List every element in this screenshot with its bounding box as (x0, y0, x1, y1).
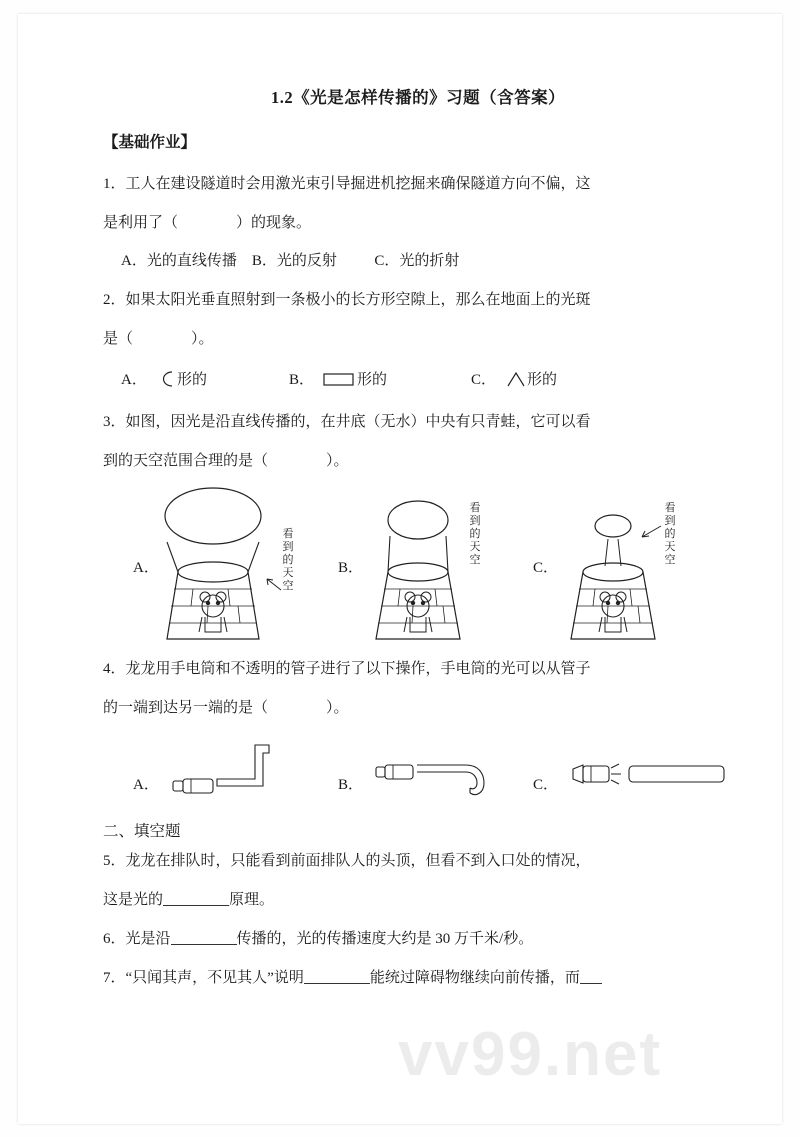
question-2-option-c-label: C． (471, 372, 497, 388)
flashlight-bent-tube-icon (169, 739, 319, 809)
rectangle-shape-icon (323, 372, 355, 388)
question-3-figure-option-a (133, 484, 323, 649)
question-2-option-b-label: B． (289, 372, 315, 388)
question-3-figure-option-b (338, 484, 528, 649)
question-3-figure-option-c (533, 484, 723, 649)
question-2-text: 如果太阳光垂直照射到一条极小的长方形空隙上，那么在地面上的光斑 (125, 292, 591, 308)
flashlight-curved-tube-icon (374, 739, 524, 809)
question-1-line1 (103, 168, 733, 201)
document-content (103, 84, 733, 1001)
question-1-line2 (103, 207, 733, 240)
question-2-option-a-label: A． (121, 372, 147, 388)
triangle-shape-icon (505, 370, 527, 388)
question-2-option-a-suffix: 形的 (177, 372, 208, 388)
question-4-figure-label-a: A． (133, 777, 159, 793)
question-4-figure-option-a (133, 739, 313, 809)
page-title: 1.2《光是怎样传播的》习题（含答案） (270, 88, 566, 107)
question-6-number: 6． (103, 931, 126, 947)
question-3-figure-label-b: B． (338, 560, 364, 576)
question-3-caption-b: 看到的天空 (469, 502, 481, 566)
question-2-options (121, 362, 733, 398)
question-6-text-mid: 传播的，光的传播速度大约是 30 万千米/秒。 (236, 931, 534, 947)
question-6-blank (171, 929, 237, 945)
question-2-line2-post: ）。 (191, 331, 214, 347)
question-5-line2 (103, 884, 733, 917)
pointer-arrow-icon (637, 522, 663, 542)
flashlight-straight-tube-icon (569, 739, 739, 809)
question-1-line2-pre: 是利用了（ (103, 215, 179, 231)
question-1-options: A．光的直线传播 B．光的反射 C．光的折射 (121, 253, 460, 269)
well-diagram-small-sky (533, 484, 723, 649)
question-1-number: 1． (103, 176, 126, 192)
question-4-figure-label-c: C． (533, 777, 559, 793)
question-2-line2-pre: 是（ (103, 331, 134, 347)
question-3-figure-label-a: A． (133, 560, 159, 576)
question-4-text: 龙龙用手电筒和不透明的管子进行了以下操作，手电筒的光可以从管子 (125, 661, 591, 677)
question-5-number: 5． (103, 853, 126, 869)
question-5-line1 (103, 845, 733, 878)
document-sheet (18, 14, 782, 1124)
question-3-line2-pre: 到的天空范围合理的是（ (103, 453, 269, 469)
question-3-line2-post: ）。 (326, 453, 349, 469)
question-2-line2 (103, 323, 733, 356)
question-3-text: 如图，因光是沿直线传播的，在井底（无水）中央有只青蛙，它可以看 (125, 414, 591, 430)
question-1-line2-post: ）的现象。 (236, 215, 312, 231)
pointer-arrow-icon (263, 576, 283, 592)
question-5-text: 龙龙在排队时，只能看到前面排队人的头顶，但看不到入口处的情况， (125, 853, 591, 869)
question-7-blank-2 (580, 968, 602, 984)
question-7-text-pre: “只闻其声，不见其人”说明 (125, 970, 304, 986)
question-3-line1 (103, 406, 733, 439)
question-4-line2 (103, 692, 733, 725)
question-3-caption-a: 看到的天空 (282, 528, 294, 592)
question-4-figure-option-c (533, 739, 733, 809)
question-4-line2-pre: 的一端到达另一端的是（ (103, 700, 269, 716)
question-5-blank (163, 890, 229, 906)
question-2-option-c-suffix: 形的 (527, 372, 558, 388)
question-4-line2-post: ）。 (326, 700, 349, 716)
question-2-option-b-suffix: 形的 (357, 372, 388, 388)
question-4-number: 4． (103, 661, 126, 677)
question-6-text-pre: 光是沿 (125, 931, 171, 947)
question-5-line2-post: 原理。 (229, 892, 275, 908)
question-2-number: 2． (103, 292, 126, 308)
question-4-line1 (103, 653, 733, 686)
question-3-figure-label-c: C． (533, 560, 559, 576)
question-6 (103, 923, 733, 956)
question-7-text-mid: 能统过障碍物继续向前传播，而 (369, 970, 580, 986)
question-2-line1 (103, 284, 733, 317)
section-heading-basic: 【基础作业】 (103, 134, 197, 151)
well-diagram-medium-sky (338, 484, 528, 649)
question-3-figure (103, 484, 733, 649)
section-heading-fill: 二、填空题 (103, 823, 181, 840)
watermark: vv99.net (398, 1020, 663, 1089)
question-7-blank-1 (304, 968, 370, 984)
question-7 (103, 962, 733, 995)
question-1-text: 工人在建设隧道时会用激光束引导掘进机挖掘来确保隧道方向不偏，这 (125, 176, 591, 192)
question-5-line2-pre: 这是光的 (103, 892, 164, 908)
question-3-caption-c: 看到的天空 (664, 502, 676, 566)
question-4-figure (103, 739, 733, 809)
question-3-line2 (103, 445, 733, 478)
question-4-figure-label-b: B． (338, 777, 364, 793)
question-4-figure-option-b (338, 739, 518, 809)
question-7-number: 7． (103, 970, 126, 986)
round-shape-icon (155, 370, 177, 388)
question-3-number: 3． (103, 414, 126, 430)
